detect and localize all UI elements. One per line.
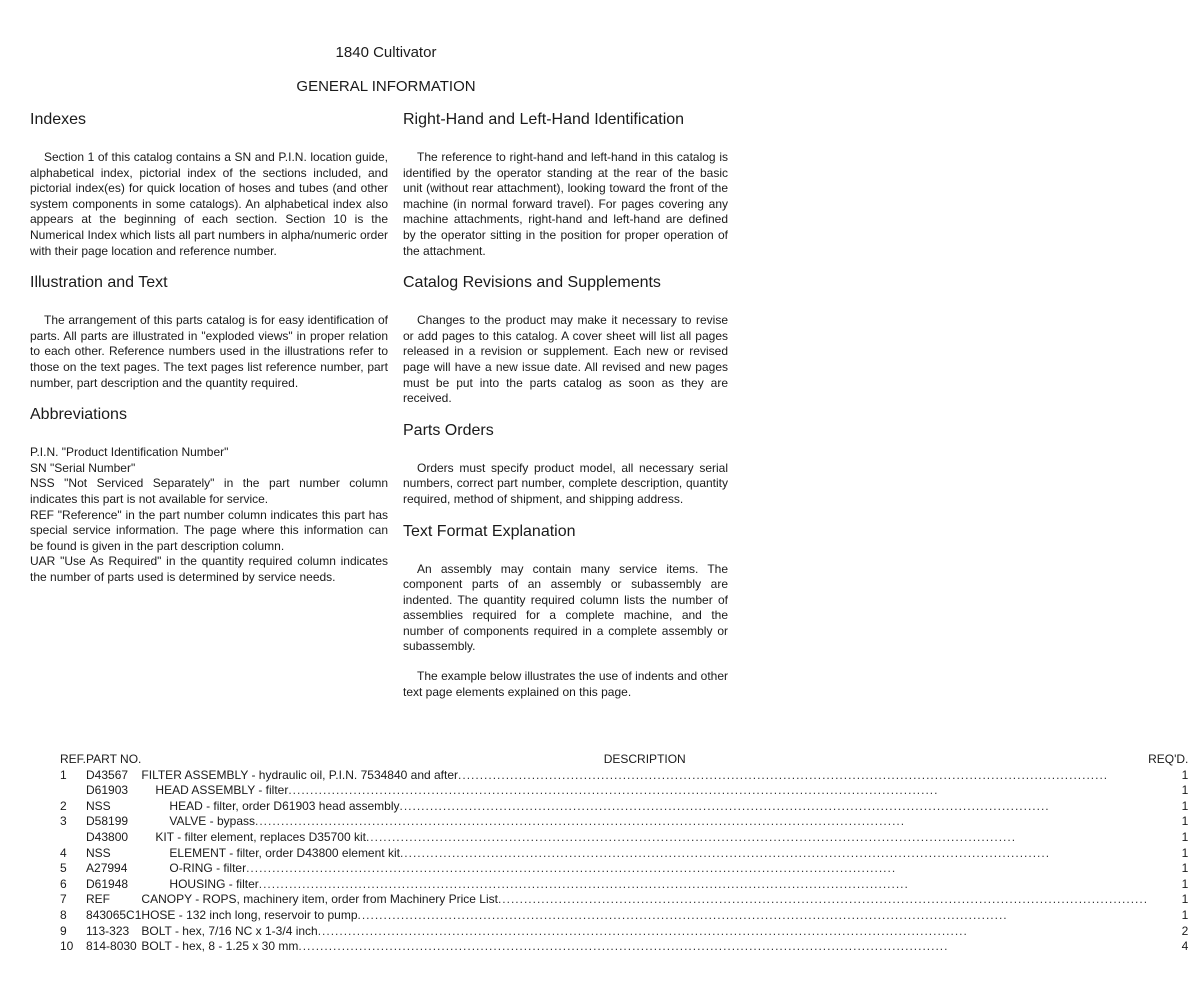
description-cell (141, 783, 1148, 799)
description-text: BOLT - hex, 7/16 NC x 1-3/4 inch (141, 923, 318, 938)
table-row (60, 877, 1188, 893)
table-row (60, 814, 1188, 830)
quantity-cell: 1 (1181, 798, 1188, 813)
table-row (60, 939, 1188, 955)
part-number-cell: 843065C1 (86, 907, 142, 922)
dot-leader (255, 814, 1148, 830)
header-qty: REQ'D. (1148, 752, 1188, 766)
ref-cell: 9 (60, 923, 67, 938)
parts-table (60, 752, 1188, 955)
dot-leader (259, 877, 1148, 893)
quantity-cell: 1 (1181, 829, 1188, 844)
ref-cell: 6 (60, 876, 67, 891)
dot-leader (458, 768, 1148, 784)
text-format-heading: Text Format Explanation (403, 522, 576, 540)
dot-leader (288, 783, 1148, 799)
part-number-cell: D43800 (86, 829, 129, 844)
description-text: BOLT - hex, 8 - 1.25 x 30 mm (141, 939, 299, 954)
ref-cell (60, 783, 86, 799)
description-cell (141, 814, 1148, 830)
illustration-text: The arrangement of this parts catalog is for easy identification of parts. All parts are illustrated in "exploded views" in proper relation to each other. Reference numbers used in the illustrations refer to those on the text pages. The text pages list reference number, part number, part description and the quantity required. (30, 313, 388, 390)
part-number-cell: 113-323 (86, 923, 130, 938)
description-cell (141, 768, 1148, 784)
description-text: HEAD - filter, order D61903 head assembly (169, 798, 400, 813)
description-cell (141, 830, 1148, 846)
revisions-text: Changes to the product may make it necessary to revise or add pages to this catalog. A cover sheet will list all pages released in a revision or supplement. Each new or revised page will have a new issue date. All revised and new pages must be put into the parts catalog as soon as they are received. (403, 313, 728, 406)
part-number-cell: NSS (86, 798, 111, 813)
parts-orders-text: Orders must specify product model, all necessary serial numbers, correct part number, complete description, quantity required, method of shipment, and shipping address. (403, 460, 728, 506)
description-text: VALVE - bypass (169, 814, 255, 829)
ref-cell: 10 (60, 939, 74, 954)
description-cell (141, 861, 1148, 877)
ref-cell: 8 (60, 907, 67, 922)
handedness-heading: Right-Hand and Left-Hand Identification (403, 111, 685, 128)
abbreviation-sn: SN "Serial Number" (30, 460, 136, 475)
table-row (60, 768, 1188, 784)
header-description: DESCRIPTION (603, 752, 686, 766)
part-number-cell: NSS (86, 845, 111, 860)
dot-leader (298, 939, 1148, 955)
part-number-cell: REF (86, 892, 111, 907)
description-text: HOUSING - filter (169, 876, 259, 891)
quantity-cell: 4 (1181, 939, 1188, 954)
indexes-text: Section 1 of this catalog contains a SN and P.I.N. location guide, alphabetical index, pictorial index of the sections included, and pictorial index(es) for quick location of hoses and tubes (and other system components in some catalogs). An alphabetical index also appears at the beginning of each section. Section 10 is the Numerical Index which lists all part numbers in alpha/numeric order with their page location and reference number. (30, 150, 388, 258)
text-format-example-note: The example below illustrates the use of indents and other text page elements explained on this page. (403, 669, 728, 699)
ref-cell: 1 (60, 767, 67, 782)
description-text: KIT - filter element, replaces D35700 kit (155, 829, 366, 844)
description-text: HOSE - 132 inch long, reservoir to pump (141, 907, 358, 922)
dot-leader (400, 799, 1149, 815)
description-text: CANOPY - ROPS, machinery item, order from Machinery Price List (141, 892, 498, 907)
abbreviation-pin: P.I.N. "Product Identification Number" (30, 445, 229, 460)
text-format-text: An assembly may contain many service items. The component parts of an assembly or subassembly are indented. The quantity required column lists the number of assemblies required for a complete machine, and the number of components required in a complete assembly or subassembly. (403, 561, 728, 654)
dot-leader (400, 846, 1148, 862)
ref-cell: 5 (60, 861, 67, 876)
illustration-heading: Illustration and Text (30, 274, 168, 292)
description-text: O-RING - filter (169, 861, 247, 876)
description-cell (141, 939, 1148, 955)
table-row (60, 924, 1188, 940)
quantity-cell: 2 (1181, 923, 1188, 938)
description-cell (141, 846, 1148, 862)
description-text: ELEMENT - filter, order D43800 element kit (169, 845, 400, 860)
document-subtitle: GENERAL INFORMATION (296, 78, 476, 95)
description-cell (141, 908, 1148, 924)
part-number-cell: 814-8030 (86, 939, 137, 954)
ref-cell: 4 (60, 845, 67, 860)
parts-orders-heading: Parts Orders (403, 421, 494, 439)
quantity-cell: 1 (1181, 783, 1188, 798)
part-number-cell: A27994 (86, 861, 128, 876)
parts-table-header (60, 752, 1188, 768)
description-text: HEAD ASSEMBLY - filter (155, 783, 289, 798)
ref-cell: 7 (60, 892, 67, 907)
ref-cell: 2 (60, 798, 67, 813)
handedness-text: The reference to right-hand and left-hand in this catalog is identified by the operator standing at the rear of the basic unit (without rear attachment), looking toward the front of the machine (in normal forward travel). For pages covering any machine attachments, right-hand and left-hand are defined by the operator sitting in the position for proper operation of the attachment. (403, 150, 728, 258)
abbreviation-ref: REF "Reference" in the part number column indicates this part has special service information. The page where this information can be found is given in the part description column. (30, 507, 388, 553)
revisions-heading: Catalog Revisions and Supplements (403, 274, 661, 292)
table-row (60, 861, 1188, 877)
dot-leader (358, 908, 1149, 924)
part-number-cell: D58199 (86, 814, 129, 829)
dot-leader (318, 924, 1148, 940)
abbreviation-uar: UAR "Use As Required" in the quantity required column indicates the number of parts used is determined by service needs. (30, 554, 388, 584)
description-cell (141, 892, 1148, 908)
left-column (30, 110, 388, 585)
part-number-cell: D61903 (86, 783, 129, 798)
part-number-cell: D43567 (86, 767, 129, 782)
table-row (60, 783, 1188, 799)
quantity-cell: 1 (1181, 907, 1188, 922)
quantity-cell: 1 (1181, 861, 1188, 876)
abbreviation-nss: NSS "Not Serviced Separately" in the part number column indicates this part is not available for service. (30, 476, 388, 506)
ref-cell (60, 830, 86, 846)
abbreviations-heading: Abbreviations (30, 406, 127, 424)
description-text: FILTER ASSEMBLY - hydraulic oil, P.I.N. 7534840 and after (141, 767, 459, 782)
table-row (60, 846, 1188, 862)
table-row (60, 908, 1188, 924)
header-part-no: PART NO. (86, 752, 142, 766)
quantity-cell: 1 (1181, 876, 1188, 891)
dot-leader (498, 892, 1148, 908)
description-cell (141, 924, 1148, 940)
part-number-cell: D61948 (86, 876, 129, 891)
document-title: 1840 Cultivator (335, 44, 437, 61)
dot-leader (366, 830, 1148, 846)
table-row (60, 799, 1188, 815)
quantity-cell: 1 (1181, 892, 1188, 907)
ref-cell: 3 (60, 814, 67, 829)
quantity-cell: 1 (1181, 814, 1188, 829)
quantity-cell: 1 (1181, 767, 1188, 782)
right-column (403, 110, 728, 714)
header-ref: REF. (60, 752, 87, 766)
indexes-heading: Indexes (30, 111, 87, 128)
quantity-cell: 1 (1181, 845, 1188, 860)
table-row (60, 830, 1188, 846)
table-row (60, 892, 1188, 908)
description-cell (141, 799, 1148, 815)
description-cell (141, 877, 1148, 893)
dot-leader (246, 861, 1148, 877)
